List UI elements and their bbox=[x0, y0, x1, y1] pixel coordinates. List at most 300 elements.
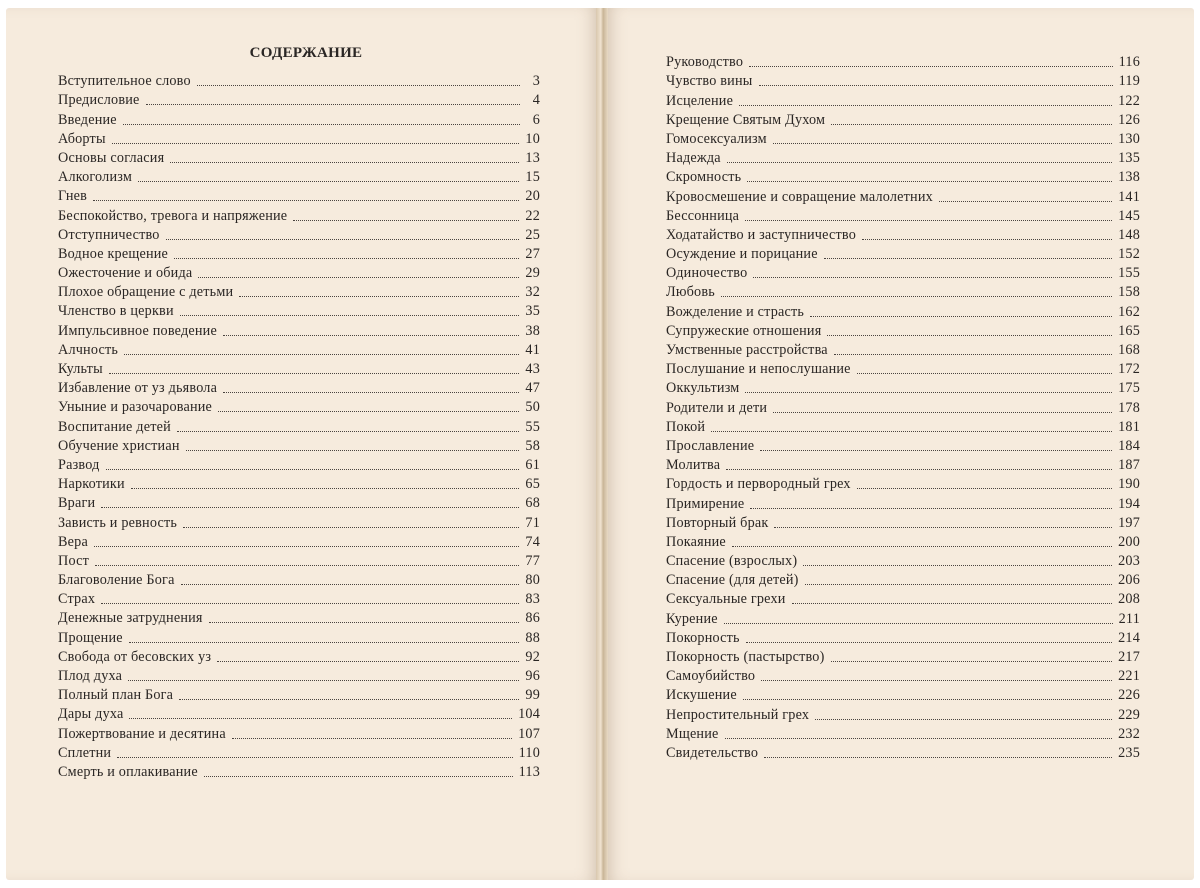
dot-leader bbox=[732, 546, 1112, 547]
toc-entry bbox=[58, 130, 540, 149]
toc-entry-page-number: 190 bbox=[1118, 476, 1140, 493]
toc-entry bbox=[666, 629, 1140, 648]
dot-leader bbox=[128, 680, 519, 681]
dot-leader bbox=[759, 85, 1113, 86]
toc-entry bbox=[666, 322, 1140, 341]
dot-leader bbox=[834, 354, 1112, 355]
toc-entry-page-number: 158 bbox=[1118, 284, 1140, 301]
toc-entry-title: Гомосексуализм bbox=[666, 130, 767, 147]
toc-entry bbox=[58, 571, 540, 590]
toc-entry-page-number: 148 bbox=[1118, 226, 1140, 243]
toc-entry bbox=[58, 494, 540, 513]
toc-entry-page-number: 71 bbox=[525, 514, 540, 531]
toc-entry-title: Беспокойство, тревога и напряжение bbox=[58, 207, 288, 224]
dot-leader bbox=[760, 450, 1112, 451]
toc-entry bbox=[666, 648, 1140, 667]
toc-entry bbox=[58, 686, 540, 705]
toc-entry-title: Пожертвование и десятина bbox=[58, 725, 226, 742]
toc-entry bbox=[58, 149, 540, 168]
toc-entry bbox=[58, 283, 540, 302]
dot-leader bbox=[831, 661, 1113, 662]
page-title: СОДЕРЖАНИЕ bbox=[249, 45, 363, 61]
toc-entry-title: Введение bbox=[58, 111, 117, 128]
toc-entry-page-number: 235 bbox=[1118, 744, 1140, 761]
dot-leader bbox=[857, 488, 1112, 489]
toc-entry bbox=[58, 398, 540, 417]
toc-entry bbox=[58, 763, 540, 782]
toc-entry bbox=[58, 264, 540, 283]
toc-entry-title: Основы согласия bbox=[58, 149, 165, 166]
dot-leader bbox=[124, 354, 519, 355]
toc-entry-page-number: 10 bbox=[525, 130, 540, 147]
dot-leader bbox=[223, 335, 519, 336]
dot-leader bbox=[827, 335, 1112, 336]
toc-entry bbox=[666, 264, 1140, 283]
toc-entry-page-number: 74 bbox=[525, 533, 540, 550]
toc-entry-title: Уныние и разочарование bbox=[58, 399, 213, 416]
toc-entry-title: Страх bbox=[58, 591, 96, 608]
toc-entry-page-number: 187 bbox=[1118, 457, 1140, 474]
toc-entry-title: Спасение (для детей) bbox=[666, 572, 799, 589]
toc-entry-page-number: 178 bbox=[1118, 399, 1140, 416]
dot-leader bbox=[739, 105, 1112, 106]
toc-entry bbox=[58, 245, 540, 264]
dot-leader bbox=[721, 296, 1112, 297]
dot-leader bbox=[117, 757, 512, 758]
toc-entry bbox=[58, 705, 540, 724]
toc-entry-title: Наркотики bbox=[58, 476, 125, 493]
toc-entry-page-number: 152 bbox=[1118, 246, 1140, 263]
toc-entry-page-number: 15 bbox=[525, 169, 540, 186]
dot-leader bbox=[761, 680, 1112, 681]
toc-entry-title: Скромность bbox=[666, 169, 742, 186]
toc-entry-title: Плохое обращение с детьми bbox=[58, 284, 234, 301]
toc-entry-page-number: 130 bbox=[1118, 130, 1140, 147]
toc-entry-page-number: 29 bbox=[525, 265, 540, 282]
toc-entry bbox=[666, 149, 1140, 168]
toc-entry-title: Развод bbox=[58, 456, 100, 473]
toc-entry-page-number: 214 bbox=[1118, 629, 1140, 646]
toc-entry-page-number: 172 bbox=[1118, 361, 1140, 378]
dot-leader bbox=[764, 757, 1112, 758]
toc-entry bbox=[666, 187, 1140, 206]
toc-entry bbox=[58, 590, 540, 609]
toc-entry bbox=[58, 72, 540, 91]
dot-leader bbox=[773, 412, 1112, 413]
toc-entry-page-number: 83 bbox=[525, 591, 540, 608]
toc-entry bbox=[666, 283, 1140, 302]
toc-entry-title: Покой bbox=[666, 418, 706, 435]
toc-entry bbox=[58, 417, 540, 436]
dot-leader bbox=[180, 315, 520, 316]
dot-leader bbox=[803, 565, 1112, 566]
toc-entry bbox=[666, 207, 1140, 226]
toc-entry bbox=[58, 456, 540, 475]
toc-entry bbox=[58, 609, 540, 628]
toc-entry bbox=[666, 437, 1140, 456]
toc-entry-page-number: 25 bbox=[525, 226, 540, 243]
toc-entry-title: Покорность (пастырство) bbox=[666, 649, 825, 665]
dot-leader bbox=[101, 507, 519, 508]
toc-entry-page-number: 135 bbox=[1118, 150, 1140, 167]
toc-entry-page-number: 99 bbox=[525, 687, 540, 704]
dot-leader bbox=[810, 316, 1112, 317]
toc-entry-page-number: 221 bbox=[1118, 668, 1140, 685]
dot-leader bbox=[743, 699, 1112, 700]
dot-leader bbox=[711, 431, 1112, 432]
toc-entry-title: Непростительный грех bbox=[666, 706, 810, 723]
toc-entry bbox=[58, 168, 540, 187]
toc-entry-page-number: 92 bbox=[525, 648, 540, 665]
toc-entry-title: Водное крещение bbox=[58, 245, 169, 262]
dot-leader bbox=[805, 584, 1113, 585]
toc-entry-title: Чувство вины bbox=[666, 73, 753, 90]
toc-entry-page-number: 122 bbox=[1118, 92, 1140, 109]
toc-entry-page-number: 119 bbox=[1118, 73, 1140, 90]
toc-entry-title: Умственные расстройства bbox=[666, 342, 828, 358]
toc-entry-page-number: 96 bbox=[525, 668, 540, 684]
dot-leader bbox=[129, 642, 520, 643]
toc-entry bbox=[58, 206, 540, 225]
toc-entry bbox=[666, 494, 1140, 513]
toc-entry bbox=[666, 590, 1140, 609]
toc-entry-title: Покорность bbox=[666, 629, 740, 646]
toc-entry-page-number: 226 bbox=[1118, 687, 1140, 704]
dot-leader bbox=[131, 488, 520, 489]
toc-entry bbox=[666, 226, 1140, 245]
toc-entry-page-number: 20 bbox=[525, 188, 540, 205]
dot-leader bbox=[170, 162, 519, 163]
toc-entry-page-number: 141 bbox=[1118, 188, 1140, 205]
toc-entry-page-number: 116 bbox=[1118, 54, 1140, 71]
toc-entry-page-number: 104 bbox=[518, 706, 540, 723]
toc-entry bbox=[666, 514, 1140, 533]
toc-entry-title: Зависть и ревность bbox=[58, 514, 178, 531]
dot-leader bbox=[95, 565, 519, 566]
toc-entry-page-number: 77 bbox=[525, 552, 540, 569]
toc-entry bbox=[666, 418, 1140, 437]
toc-entry-title: Руководство bbox=[666, 54, 744, 71]
dot-leader bbox=[197, 85, 520, 86]
toc-entry-page-number: 197 bbox=[1118, 514, 1140, 531]
toc-entry-page-number: 181 bbox=[1118, 418, 1140, 435]
toc-entry-page-number: 3 bbox=[532, 73, 540, 90]
toc-entry-title: Гнев bbox=[58, 188, 88, 205]
toc-entry-title: Гордость и первородный грех bbox=[666, 476, 851, 493]
toc-entry-title: Мщение bbox=[666, 725, 719, 742]
toc-entry bbox=[58, 379, 540, 398]
toc-entry bbox=[666, 168, 1140, 187]
dot-leader bbox=[217, 661, 519, 662]
toc-entry-page-number: 217 bbox=[1118, 649, 1140, 665]
dot-leader bbox=[93, 200, 519, 201]
dot-leader bbox=[232, 738, 512, 739]
toc-entry-title: Молитва bbox=[666, 457, 721, 474]
toc-entry bbox=[58, 341, 540, 360]
toc-entry-page-number: 211 bbox=[1118, 610, 1140, 627]
toc-entry-page-number: 88 bbox=[525, 629, 540, 646]
toc-entry-page-number: 6 bbox=[532, 111, 540, 128]
dot-leader bbox=[745, 392, 1112, 393]
toc-entry bbox=[666, 552, 1140, 571]
dot-leader bbox=[815, 719, 1112, 720]
dot-leader bbox=[146, 104, 520, 105]
toc-entry-page-number: 107 bbox=[518, 725, 540, 742]
toc-entry-page-number: 61 bbox=[525, 456, 540, 473]
toc-entry-page-number: 27 bbox=[525, 245, 540, 262]
toc-entry bbox=[58, 360, 540, 379]
dot-leader bbox=[209, 622, 520, 623]
toc-entry-page-number: 165 bbox=[1118, 322, 1140, 339]
toc-entry-page-number: 65 bbox=[525, 476, 540, 493]
dot-leader bbox=[831, 124, 1112, 125]
toc-entry-title: Смерть и оплакивание bbox=[58, 763, 198, 780]
toc-entry-page-number: 232 bbox=[1118, 725, 1140, 742]
toc-entry-title: Прощение bbox=[58, 629, 123, 646]
toc-entry-title: Алкоголизм bbox=[58, 169, 133, 186]
toc-entry bbox=[666, 72, 1140, 91]
toc-entry bbox=[58, 226, 540, 245]
toc-entry-page-number: 200 bbox=[1118, 533, 1140, 550]
dot-leader bbox=[186, 450, 520, 451]
dot-leader bbox=[749, 66, 1112, 67]
dot-leader bbox=[218, 411, 519, 412]
toc-entry bbox=[58, 552, 540, 571]
toc-entry-page-number: 86 bbox=[525, 610, 540, 627]
toc-entry-title: Оккультизм bbox=[666, 380, 740, 397]
toc-entry-title: Пост bbox=[58, 552, 89, 569]
dot-leader bbox=[181, 584, 520, 585]
toc-entry bbox=[666, 667, 1140, 686]
dot-leader bbox=[166, 239, 520, 240]
toc-entry-title: Кровосмешение и совращение малолетних bbox=[666, 188, 933, 205]
toc-entry-title: Плод духа bbox=[58, 668, 123, 684]
toc-entry-title: Алчность bbox=[58, 341, 119, 358]
toc-entry-title: Предисловие bbox=[58, 92, 140, 109]
dot-leader bbox=[773, 143, 1112, 144]
toc-entry-title: Полный план Бога bbox=[58, 687, 174, 704]
toc-entry-title: Вера bbox=[58, 533, 88, 550]
toc-entry bbox=[58, 628, 540, 647]
toc-entry-title: Враги bbox=[58, 495, 96, 512]
dot-leader bbox=[727, 162, 1112, 163]
dot-leader bbox=[239, 296, 519, 297]
toc-entry bbox=[666, 302, 1140, 321]
dot-leader bbox=[792, 603, 1113, 604]
toc-entry bbox=[666, 571, 1140, 590]
dot-leader bbox=[726, 469, 1112, 470]
toc-entry bbox=[666, 744, 1140, 763]
toc-entry-title: Сплетни bbox=[58, 744, 112, 761]
dot-leader bbox=[862, 239, 1112, 240]
toc-entry bbox=[58, 321, 540, 340]
toc-entry-title: Избавление от уз дьявола bbox=[58, 380, 218, 397]
toc-left-list bbox=[58, 72, 540, 782]
toc-entry-page-number: 184 bbox=[1118, 437, 1140, 454]
toc-entry-title: Аборты bbox=[58, 130, 106, 147]
toc-entry-title: Спасение (взрослых) bbox=[666, 553, 798, 570]
toc-entry-title: Воспитание детей bbox=[58, 418, 171, 435]
toc-entry bbox=[666, 130, 1140, 149]
toc-entry bbox=[666, 341, 1140, 360]
dot-leader bbox=[774, 527, 1112, 528]
dot-leader bbox=[123, 124, 520, 125]
toc-entry-page-number: 43 bbox=[525, 361, 540, 377]
toc-entry bbox=[666, 609, 1140, 628]
dot-leader bbox=[939, 201, 1112, 202]
dot-leader bbox=[746, 642, 1112, 643]
dot-leader bbox=[745, 220, 1112, 221]
toc-entry-title: Послушание и непослушание bbox=[666, 361, 851, 378]
toc-entry-title: Культы bbox=[58, 361, 103, 377]
toc-entry bbox=[58, 302, 540, 321]
dot-leader bbox=[747, 181, 1112, 182]
toc-entry-title: Осуждение и порицание bbox=[666, 246, 818, 263]
toc-entry-title: Импульсивное поведение bbox=[58, 322, 217, 339]
toc-entry-title: Членство в церкви bbox=[58, 303, 174, 320]
toc-entry bbox=[58, 648, 540, 667]
dot-leader bbox=[293, 220, 519, 221]
toc-entry-title: Курение bbox=[666, 610, 718, 627]
dot-leader bbox=[179, 699, 519, 700]
toc-entry-page-number: 113 bbox=[518, 763, 540, 780]
toc-entry-title: Вожделение и страсть bbox=[666, 303, 805, 320]
toc-entry bbox=[666, 398, 1140, 417]
toc-entry-page-number: 194 bbox=[1118, 495, 1140, 512]
toc-entry-title: Любовь bbox=[666, 284, 715, 301]
toc-entry-page-number: 4 bbox=[532, 92, 540, 109]
toc-entry-title: Родители и дети bbox=[666, 399, 768, 416]
toc-entry-title: Повторный брак bbox=[666, 514, 769, 531]
toc-entry-page-number: 208 bbox=[1118, 591, 1140, 608]
dot-leader bbox=[204, 776, 513, 777]
toc-entry-page-number: 175 bbox=[1118, 380, 1140, 397]
toc-entry-title: Супружеские отношения bbox=[666, 322, 822, 339]
toc-entry bbox=[666, 111, 1140, 130]
toc-entry-page-number: 138 bbox=[1118, 169, 1140, 186]
toc-entry-title: Самоубийство bbox=[666, 668, 756, 685]
toc-entry-page-number: 47 bbox=[525, 380, 540, 397]
toc-entry-title: Дары духа bbox=[58, 706, 124, 723]
toc-entry-page-number: 38 bbox=[525, 322, 540, 339]
toc-entry bbox=[666, 456, 1140, 475]
toc-entry bbox=[666, 705, 1140, 724]
toc-entry-title: Искушение bbox=[666, 687, 737, 704]
toc-entry bbox=[58, 533, 540, 552]
dot-leader bbox=[724, 623, 1113, 624]
toc-entry bbox=[666, 725, 1140, 744]
toc-entry bbox=[666, 91, 1140, 110]
toc-entry bbox=[58, 513, 540, 532]
toc-entry-page-number: 145 bbox=[1118, 207, 1140, 224]
toc-entry-page-number: 35 bbox=[525, 303, 540, 320]
toc-entry-title: Обучение христиан bbox=[58, 437, 180, 454]
dot-leader bbox=[750, 508, 1112, 509]
toc-entry-page-number: 203 bbox=[1118, 553, 1140, 570]
toc-entry bbox=[666, 245, 1140, 264]
dot-leader bbox=[106, 469, 520, 470]
toc-entry-page-number: 32 bbox=[525, 284, 540, 301]
dot-leader bbox=[725, 738, 1113, 739]
toc-entry-page-number: 68 bbox=[525, 495, 540, 512]
toc-entry bbox=[58, 187, 540, 206]
book-spine bbox=[596, 8, 608, 880]
toc-entry bbox=[666, 360, 1140, 379]
toc-entry-page-number: 41 bbox=[525, 341, 540, 358]
toc-entry bbox=[666, 533, 1140, 552]
dot-leader bbox=[101, 603, 519, 604]
toc-entry-title: Благоволение Бога bbox=[58, 572, 175, 589]
toc-entry-page-number: 50 bbox=[525, 399, 540, 416]
toc-entry bbox=[58, 110, 540, 129]
toc-entry-title: Исцеление bbox=[666, 92, 734, 109]
toc-entry bbox=[58, 667, 540, 686]
toc-entry-page-number: 126 bbox=[1118, 111, 1140, 128]
toc-entry-title: Свобода от бесовских уз bbox=[58, 648, 212, 665]
toc-entry-title: Бессонница bbox=[666, 207, 740, 224]
toc-entry bbox=[58, 437, 540, 456]
dot-leader bbox=[753, 277, 1112, 278]
toc-entry-title: Прославление bbox=[666, 437, 755, 454]
toc-entry-page-number: 55 bbox=[525, 418, 540, 435]
dot-leader bbox=[198, 277, 519, 278]
dot-leader bbox=[174, 258, 519, 259]
toc-entry-page-number: 162 bbox=[1118, 303, 1140, 320]
dot-leader bbox=[824, 258, 1112, 259]
toc-entry-page-number: 155 bbox=[1118, 265, 1140, 282]
toc-entry-page-number: 206 bbox=[1118, 572, 1140, 589]
dot-leader bbox=[857, 373, 1112, 374]
toc-right-list bbox=[666, 53, 1140, 763]
dot-leader bbox=[94, 546, 519, 547]
toc-entry-page-number: 110 bbox=[518, 744, 540, 761]
dot-leader bbox=[109, 373, 520, 374]
toc-entry-title: Ожесточение и обида bbox=[58, 265, 193, 282]
toc-entry-title: Сексуальные грехи bbox=[666, 591, 786, 608]
toc-entry-title: Ходатайство и заступничество bbox=[666, 226, 856, 243]
toc-entry-page-number: 80 bbox=[525, 572, 540, 589]
toc-entry-page-number: 229 bbox=[1118, 706, 1140, 723]
toc-entry-title: Примирение bbox=[666, 495, 745, 512]
toc-entry bbox=[58, 91, 540, 110]
toc-entry-title: Покаяние bbox=[666, 533, 726, 550]
toc-entry bbox=[58, 475, 540, 494]
toc-entry bbox=[666, 686, 1140, 705]
toc-entry bbox=[666, 53, 1140, 72]
toc-entry-title: Одиночество bbox=[666, 265, 748, 282]
toc-entry-title: Вступительное слово bbox=[58, 73, 191, 90]
dot-leader bbox=[223, 392, 519, 393]
toc-entry-title: Надежда bbox=[666, 150, 721, 167]
dot-leader bbox=[129, 718, 512, 719]
toc-entry-page-number: 58 bbox=[525, 437, 540, 454]
toc-entry bbox=[58, 724, 540, 743]
toc-entry-page-number: 168 bbox=[1118, 342, 1140, 358]
toc-entry-title: Крещение Святым Духом bbox=[666, 111, 826, 128]
toc-entry bbox=[666, 475, 1140, 494]
dot-leader bbox=[112, 143, 520, 144]
toc-entry-page-number: 22 bbox=[525, 207, 540, 224]
toc-entry-page-number: 13 bbox=[525, 149, 540, 166]
dot-leader bbox=[177, 431, 520, 432]
dot-leader bbox=[183, 527, 519, 528]
toc-entry bbox=[58, 744, 540, 763]
toc-entry-title: Отступничество bbox=[58, 226, 160, 243]
toc-entry bbox=[666, 379, 1140, 398]
toc-entry-title: Свидетельство bbox=[666, 744, 759, 761]
toc-entry-title: Денежные затруднения bbox=[58, 610, 203, 627]
dot-leader bbox=[138, 181, 519, 182]
